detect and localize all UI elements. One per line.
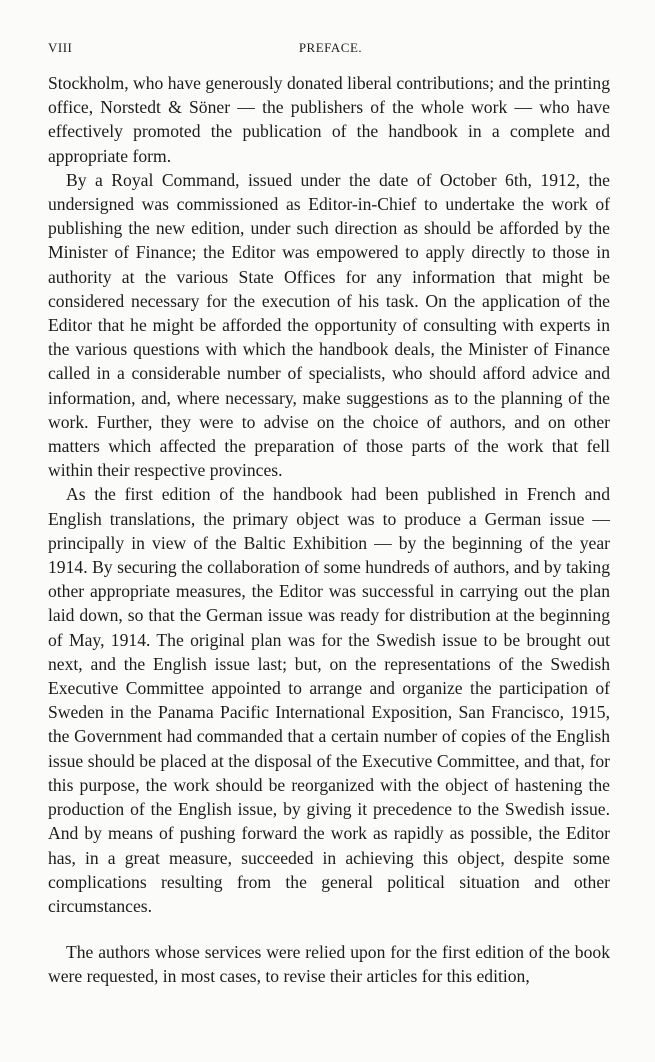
paragraph-first-edition: As the first edition of the handbook had been published in French and English translations, the primary object was to produce a German issue — principally in view of the Baltic Exhibition — by the beginning of the year 1914. By securing the collaboration of some hundreds of authors, and by taking other appropriate measures, the Editor was successful in carrying out the plan laid down, so that the German issue was ready for distribution at the beginning of May, 1914. The original plan was for the Swedish issue to be brought out next, and the English issue last; but, on the representations of the Swedish Executive Committee appointed to arrange and organize the participation of Sweden in the Panama Pacific International Exposition, San Francisco, 1915, the Government had commanded that a certain number of copies of the English issue should be placed at the disposal of the Executive Committee, and that, for this purpose, the work should be reorganized with the object of hastening the production of the English issue, by giving it precedence to the Swedish issue. And by means of pushing forward the work as rapidly as possible, the Editor has, in a great measure, succeeded in achieving this object, despite some complications resulting from the general political situation and other circumstances.	[48, 484, 610, 916]
paragraph-authors: The authors whose services were relied upon for the first edition of the book were requested, in most cases, to revise their articles for this edition,	[48, 942, 610, 987]
running-head	[48, 40, 613, 60]
body-text	[48, 71, 610, 989]
paragraph-continuation: Stockholm, who have generously donated liberal contributions; and the printing office, Norstedt & Söner — the publishers of the whole work — who have effectively promoted the publication of the handbook in a complete and appropriate form.	[48, 73, 610, 166]
paragraph-royal-command: By a Royal Command, issued under the date of October 6th, 1912, the undersigned was commissioned as Editor-in-Chief to undertake the work of publishing the new edition, under such direction as should be afforded by the Minister of Finance; the Editor was empowered to apply directly to those in authority at the various State Offices for any information that might be considered necessary for the execution of his task. On the application of the Editor that he might be afforded the opportunity of consulting with experts in the various questions with which the handbook deals, the Minister of Finance called in a considerable number of specialists, who should afford advice and information, and, where necessary, make suggestions as to the planning of the work. Further, they were to advise on the choice of authors, and on other matters which affected the preparation of those parts of the work that fell within their respective provinces.	[48, 169, 610, 481]
page-number: VIII	[48, 40, 73, 55]
running-title: PREFACE.	[298, 40, 363, 55]
